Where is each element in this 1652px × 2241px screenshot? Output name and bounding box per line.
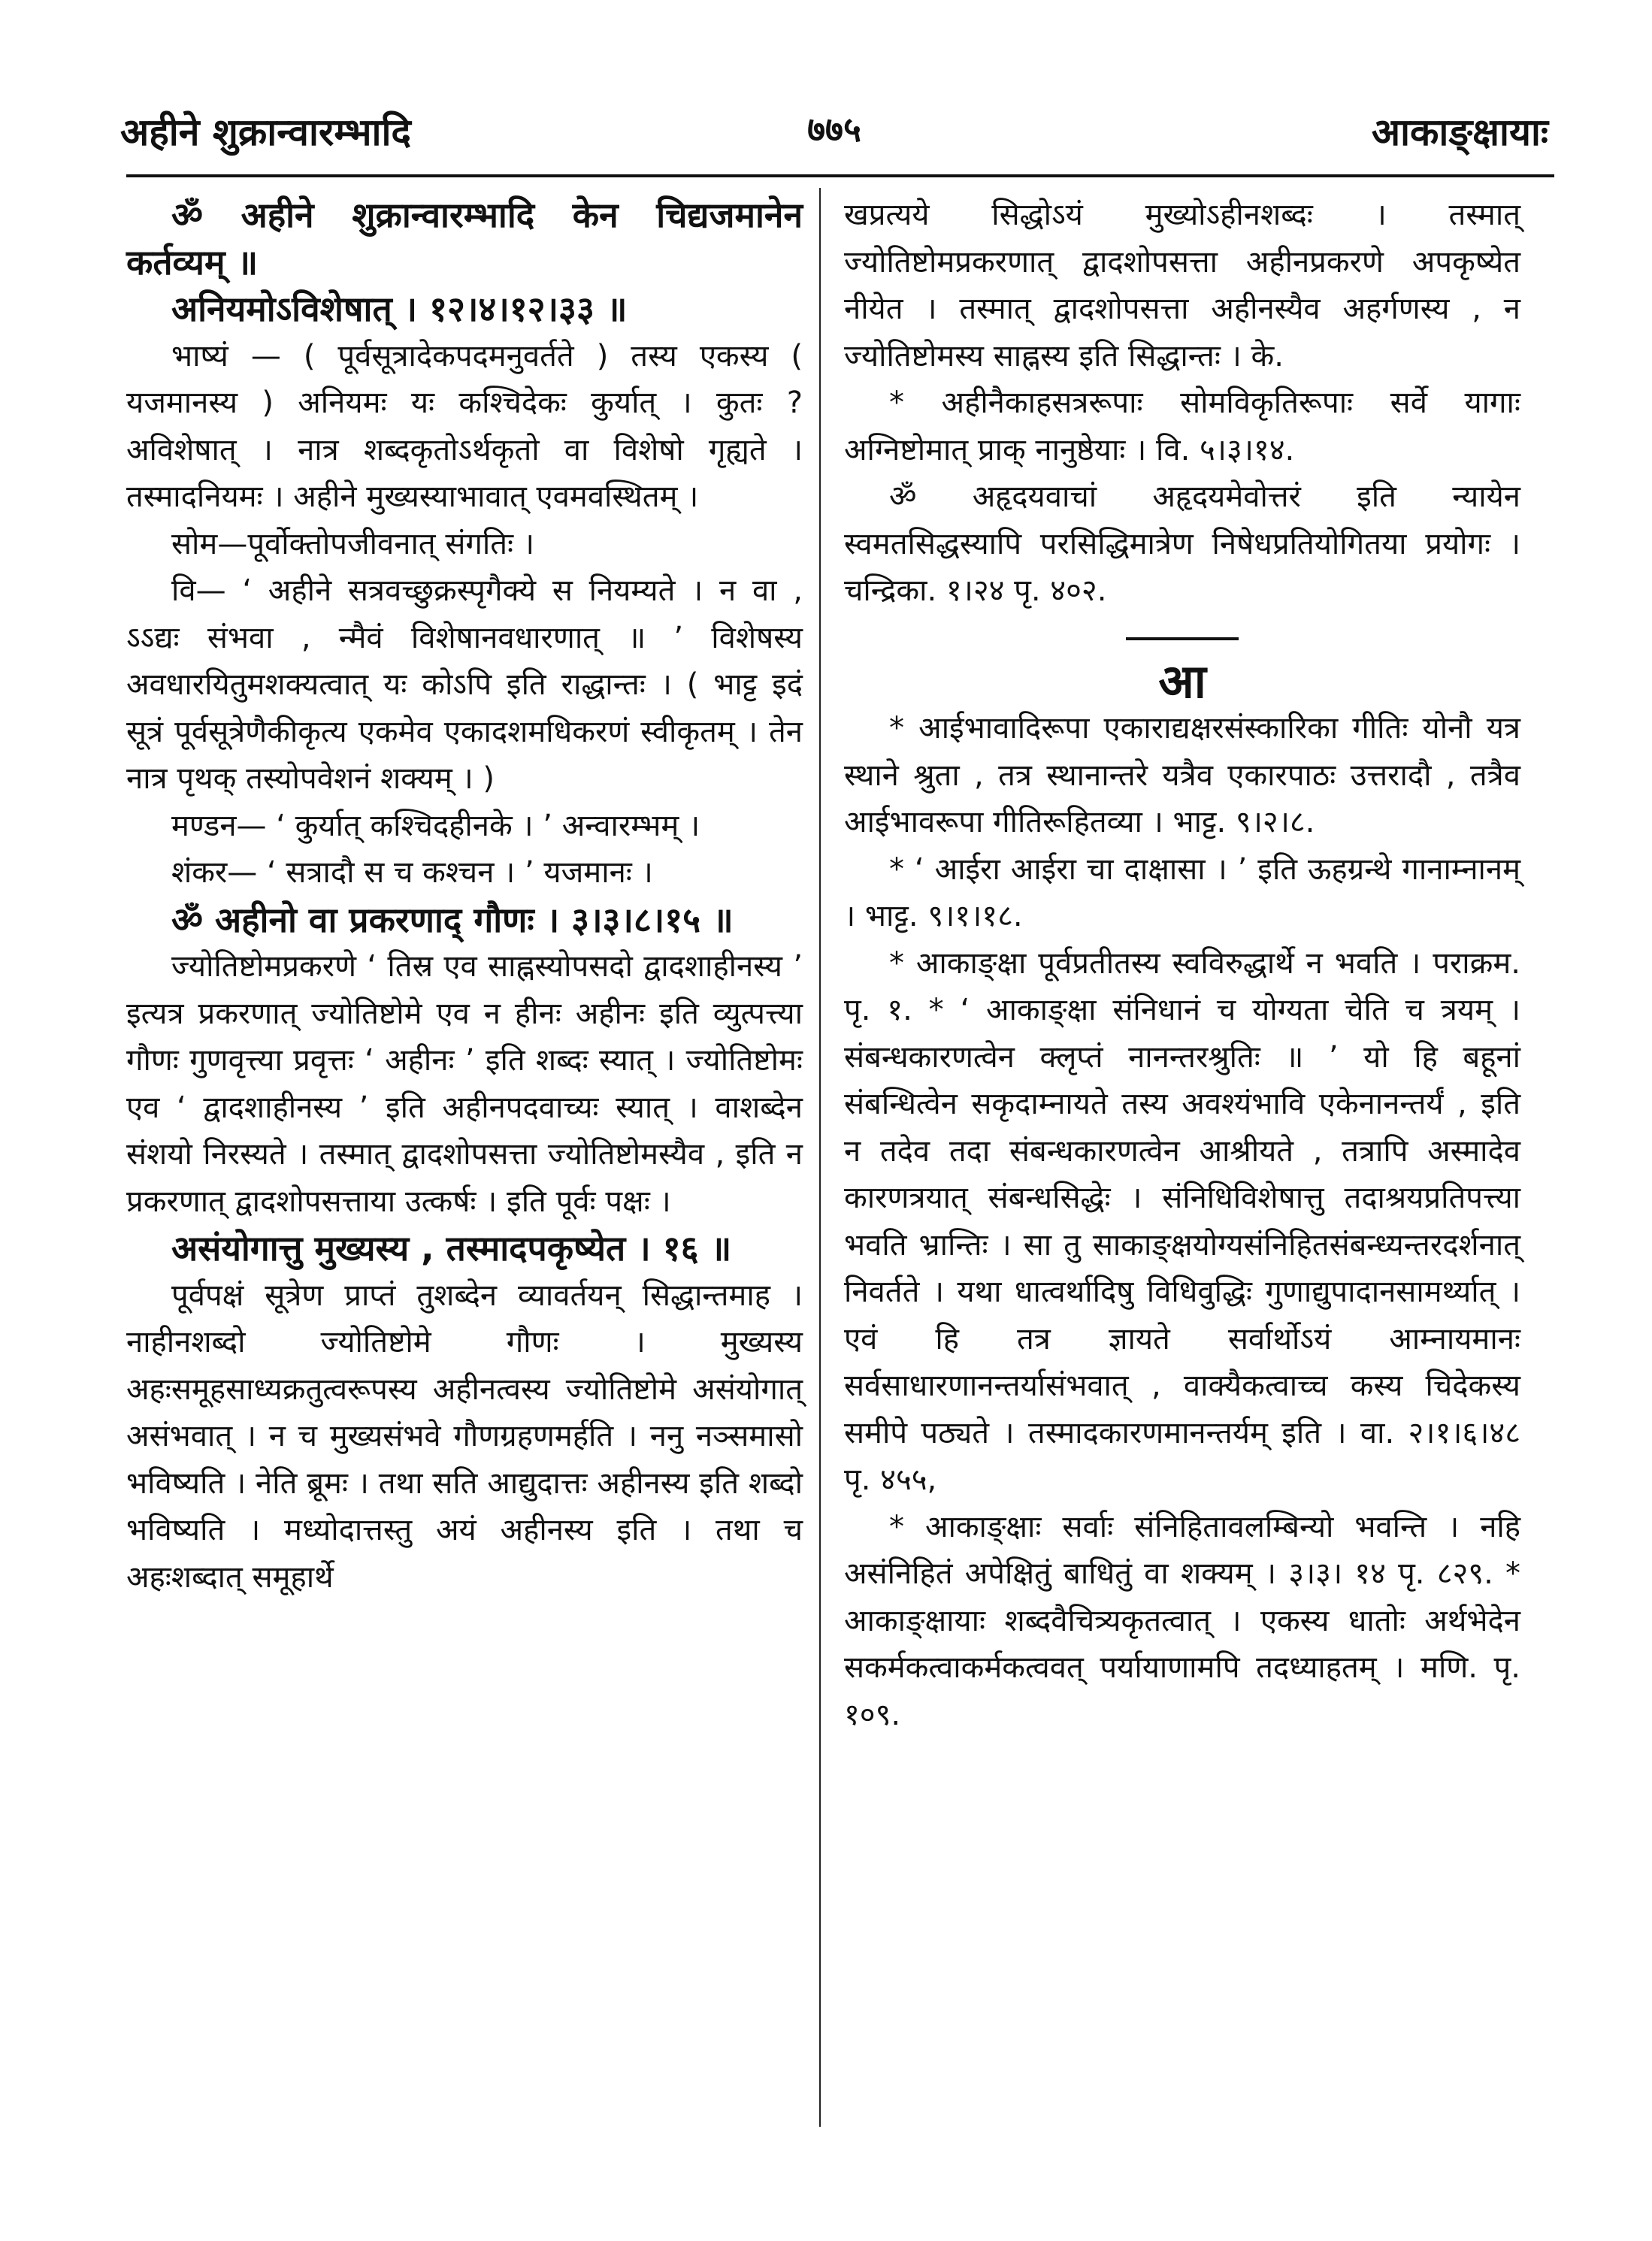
- commentary-paragraph: पूर्वपक्षं सूत्रेण प्राप्तं तुशब्देन व्यावर्तयन् सिद्धान्तमाह । नाहीनशब्दो ज्योतिष्टोमे गौणः । मुख्यस्य अहःसमूहसाध्यक्रतुत्वरूपस्य अहीनत्वस्य ज्योतिष्टोमे असंयोगात् असंभवात् । न च मुख्यसंभवे गौणग्रहणमर्हति । ननु नञ्समासो भविष्यति । नेति ब्रूमः । तथा सति आद्युदात्तः अहीनस्य इति शब्दो भविष्यति । मध्योदात्तस्तु अयं अहीनस्य इति । तथा च अहःशब्दात् समूहार्थे: [126, 1278, 803, 1595]
- entry-paragraph: ॐ अहृदयवाचां अहृदयमेवोत्तरं इति न्यायेन स्वमतसिद्धस्यापि परसिद्धिमात्रेण निषेधप्रतियोगितया प्रयोगः । चन्द्रिका. १।२४ पृ. ४०२.: [844, 479, 1520, 608]
- sutra-heading: ॐ अहीने शुक्रान्वारम्भादि केन चिद्यजमानेन कर्तव्यम् ॥: [126, 195, 803, 283]
- entry-paragraph: * अहीनैकाहसत्ररूपाः सोमविकृतिरूपाः सर्वे यागाः अग्निष्टोमात् प्राक् नानुष्ठेयाः । वि. ५।३।१४.: [844, 386, 1520, 467]
- left-column: [126, 192, 803, 1601]
- vi-paragraph: वि— ‘ अहीने सत्रवच्छुक्रस्पृगैक्ये स नियम्यते । न वा , ऽऽद्यः संभवा , न्मैवं विशेषानवधारणात् ॥ ’ विशेषस्य अवधारयितुमशक्यत्वात् यः कोऽपि इति राद्धान्तः । ( भाट्ट इदं सूत्रं पूर्वसूत्रेणैकीकृत्य एकमेव एकादशमधिकरणं स्वीकृतम् । तेन नात्र पृथक् तस्योपवेशनं शक्यम् । ): [126, 573, 803, 796]
- entry-paragraph: * ‘ आईरा आईरा चा दाक्षासा । ’ इति ऊहग्रन्थे गानाम्नानम् । भाट्ट. ९।१।१८.: [844, 851, 1520, 933]
- commentary-paragraph: ज्योतिष्टोमप्रकरणे ‘ तिस्र एव साह्नस्योपसदो द्वादशाहीनस्य ’ इत्यत्र प्रकरणात् ज्योतिष्टोमे एव न हीनः अहीनः इति व्युत्पत्त्या गौणः गुणवृत्त्या प्रवृत्तः ‘ अहीनः ’ इति शब्दः स्यात् । ज्योतिष्टोमः एव ‘ द्वादशाहीनस्य ’ इति अहीनपदवाच्यः स्यात् । वाशब्देन संशयो निरस्यते । तस्मात् द्वादशोपसत्ता ज्योतिष्टोमस्यैव , इति न प्रकरणात् द्वादशोपसत्ताया उत्कर्षः । इति पूर्वः पक्षः ।: [126, 949, 803, 1219]
- running-head-right: आकाङ्क्षायाः: [1371, 110, 1548, 154]
- mandana-paragraph: मण्डन— ‘ कुर्यात् कश्चिदहीनके । ’ अन्वारम्भम् ।: [171, 808, 700, 843]
- column-divider: [819, 188, 821, 2127]
- entry-paragraph: * आकाङ्क्षाः सर्वाः संनिहितावलम्बिन्यो भवन्ति । नहि असंनिहितं अपेक्षितुं बाधितुं वा शक्यम् । ३।३। १४ पृ. ८२९. * आकाङ्क्षायाः शब्दवैचित्र्यकृतत्वात् । एकस्य धातोः अर्थभेदेन सकर्मकत्वाकर्मकत्ववत् पर्यायाणामपि तदध्याहतम् । मणि. पृ. १०९.: [844, 1509, 1520, 1732]
- running-head-left: अहीने शुक्रान्वारम्भादि: [120, 110, 411, 154]
- soma-paragraph: सोम—पूर्वोक्तोपजीवनात् संगतिः ।: [171, 526, 534, 561]
- page-number: ७७५: [807, 109, 861, 150]
- shankara-paragraph: शंकर— ‘ सत्रादौ स च कश्चन । ’ यजमानः ।: [171, 855, 653, 890]
- sutra-heading: ॐ अहीनो वा प्रकरणाद् गौणः । ३।३।८।१५ ॥: [171, 899, 734, 940]
- continuation-paragraph: खप्रत्यये सिद्धोऽयं मुख्योऽहीनशब्दः । तस्मात् ज्योतिष्टोमप्रकरणात् द्वादशोपसत्ता अहीनप्रकरणे अपकृष्येत नीयेत । तस्मात् द्वादशोपसत्ता अहीनस्यैव अहर्गणस्य , न ज्योतिष्टोमस्य साह्नस्य इति सिद्धान्तः । के.: [844, 198, 1520, 374]
- sutra: असंयोगात्तु मुख्यस्य , तस्मादपकृष्येत । १६ ॥: [171, 1228, 732, 1269]
- right-column: [844, 192, 1520, 1738]
- sutra: अनियमोऽविशेषात् । १२।४।१२।३३ ॥: [171, 289, 628, 329]
- entry-paragraph: * आईभावादिरूपा एकाराद्यक्षरसंस्कारिका गीतिः योनौ यत्र स्थाने श्रुता , तत्र स्थानान्तरे यत्रैव एकारपाठः उत्तरादौ , तत्रैव आईभावरूपा गीतिरूहितव्या । भाट्ट. ९।२।८.: [844, 711, 1520, 839]
- entry-paragraph: * आकाङ्क्षा पूर्वप्रतीतस्य स्वविरुद्धार्थे न भवति । पराक्रम. पृ. १. * ‘ आकाङ्क्षा संनिधानं च योग्यता चेति च त्रयम् । संबन्धकारणत्वेन क्लृप्तं नानन्तरश्रुतिः ॥ ’ यो हि बहूनां संबन्धित्वेन सकृदाम्नायते तस्य अवश्यंभावि एकेनानन्तर्यं , इति न तदेव तदा संबन्धकारणत्वेन आश्रीयते , तत्रापि अस्मादेव कारणत्रयात् संबन्धसिद्धेः । संनिधिविशेषात्तु तदाश्रयप्रतिपत्त्या भवति भ्रान्तिः । सा तु साकाङ्क्षयोग्यसंनिहितसंबन्ध्यन्तरदर्शनात् निवर्तते । यथा धात्वर्थादिषु विधिवुद्धिः गुणाद्युपादानसामर्थ्यात् । एवं हि तत्र ज्ञायते सर्वार्थोऽयं आम्नायमानः सर्वसाधारणानन्तर्यासंभवात् , वाक्यैकत्वाच्च कस्य चिदेकस्य समीपे पठ्यते । तस्मादकारणमानन्तर्यम् इति । वा. २।१।६।४८ पृ. ४५५,: [844, 945, 1520, 1497]
- section-rule: [1126, 637, 1239, 640]
- header-rule: [126, 174, 1554, 177]
- bhashya-paragraph: भाष्यं — ( पूर्वसूत्रादेकपदमनुवर्तते ) तस्य एकस्य ( यजमानस्य ) अनियमः यः कश्चिदेकः कुर्यात् । कुतः ? अविशेषात् । नात्र शब्दकृतोऽर्थकृतो वा विशेषो गृह्यते । तस्मादनियमः । अहीने मुख्यस्याभावात् एवमवस्थितम् ।: [126, 338, 803, 514]
- page-header: [120, 105, 1548, 165]
- section-letter: आ: [1158, 653, 1206, 709]
